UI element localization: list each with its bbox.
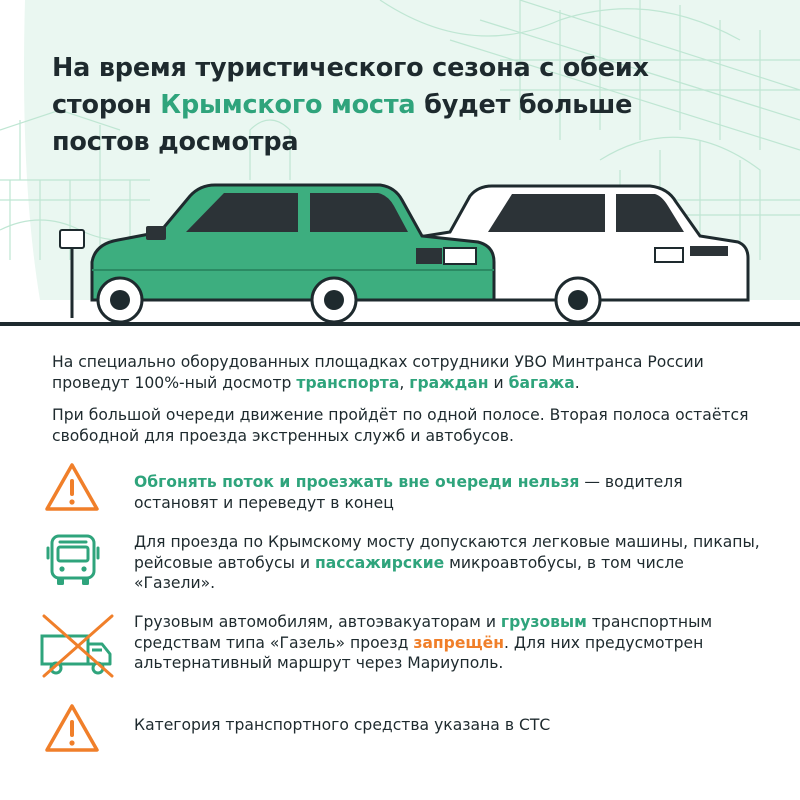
rule-text-body: микроавтобусы, в том числе «Газели». (134, 553, 684, 592)
warning-icon (44, 462, 100, 512)
rule-text (134, 612, 764, 674)
intro-paragraph-2: При большой очереди движение пройдёт по одной полосе. Вторая полоса остаётся свободной для проезда экстренных служб и автобусов. (52, 406, 749, 445)
period: . (574, 374, 580, 392)
highlight-no-overtaking: Обгонять поток и проезжать вне очереди нельзя (134, 473, 580, 491)
rule-text-body: . Для них предусмотрен альтернативный маршрут через Мариуполь. (134, 633, 704, 672)
separator: , (399, 374, 410, 392)
highlight-cargo: грузовым (500, 613, 587, 631)
rule-text (134, 532, 764, 594)
rule-text-body: — водителя остановят и переведут в конец (134, 473, 683, 512)
headline-part1: На время туристического сезона с обеих сторон (52, 53, 649, 120)
headline (52, 50, 732, 161)
highlight-transport: транспорта (296, 374, 400, 392)
separator: и (488, 374, 509, 392)
rule-text (134, 472, 764, 513)
intro-text: На специально оборудованных площадках сотрудники УВО Минтранса России проведут 100%-ный досмотр (52, 353, 704, 392)
headline-part2: будет больше постов досмотра (52, 90, 633, 157)
highlight-citizens: граждан (409, 374, 489, 392)
highlight-forbidden: запрещён (413, 633, 504, 652)
intro-paragraph-1 (52, 352, 772, 394)
bus-icon (46, 532, 100, 588)
warning-icon (44, 703, 100, 753)
rule-text: Категория транспортного средства указана в СТС (134, 716, 551, 734)
highlight-luggage: багажа (508, 374, 575, 392)
truck-crossed-icon (36, 612, 118, 678)
rule-text-body: Для проезда по Крымскому мосту допускаются легковые машины, пикапы, рейсовые автобусы и (134, 533, 760, 572)
hero-illustration (0, 0, 800, 335)
headline-highlight: Крымского моста (160, 90, 416, 120)
rule-text-body: Грузовым автомобилям, автоэвакуаторам и (134, 613, 501, 631)
highlight-passenger: пассажирские (314, 553, 445, 572)
rule-text-body: транспортным средствам типа «Газель» проезд (134, 613, 713, 652)
